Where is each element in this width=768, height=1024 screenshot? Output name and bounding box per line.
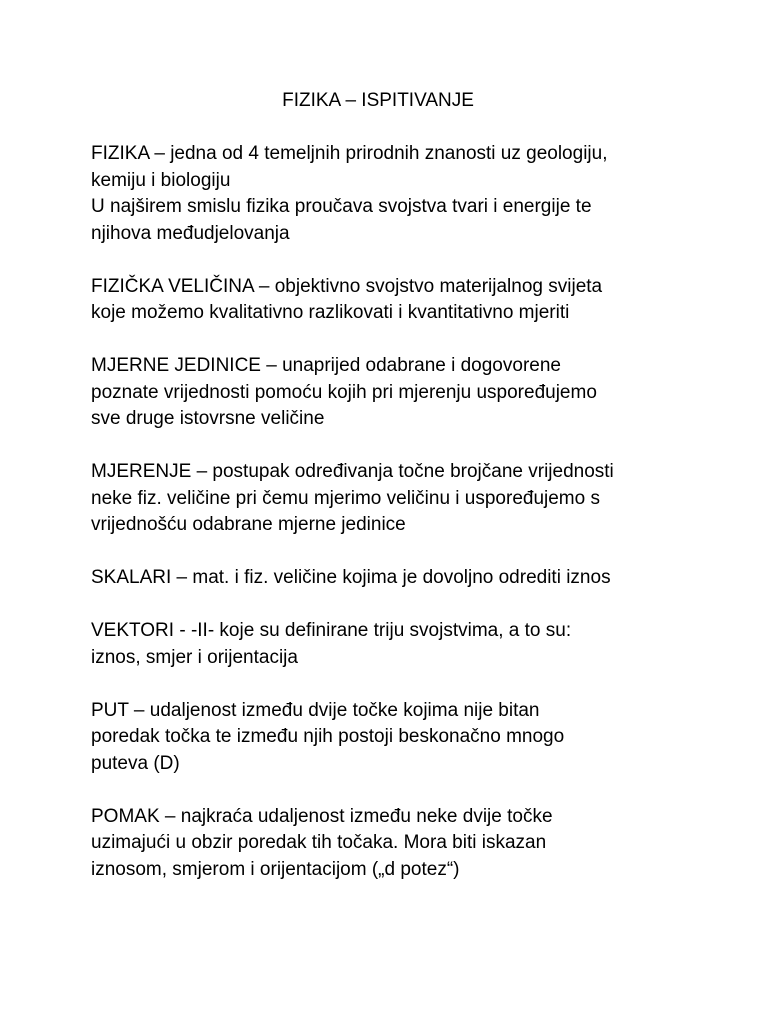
text-line: SKALARI – mat. i fiz. veličine kojima je dovoljno odrediti iznos — [91, 567, 611, 588]
document-body — [91, 141, 691, 910]
text-line: poredak točka te između njih postoji beskonačno mnogo — [91, 726, 565, 747]
text-line: iznos, smjer i orijentacija — [91, 646, 298, 668]
text-line: VEKTORI - -II- koje su definirane triju svojstvima, a to su: — [91, 620, 572, 641]
text-line: neke fiz. veličine pri čemu mjerimo veličinu i uspoređujemo s — [91, 487, 600, 509]
entry-put — [91, 698, 691, 778]
entry-skalari — [91, 565, 691, 592]
text-line: U najširem smislu fizika proučava svojstva tvari i energije te — [91, 196, 592, 217]
entry-fizicka-velicina — [91, 274, 691, 327]
text-line: FIZIČKA VELIČINA – objektivno svojstvo materijalnog svijeta — [91, 275, 603, 297]
text-line: kemiju i biologiju — [91, 169, 231, 191]
text-line: FIZIKA – jedna od 4 temeljnih prirodnih znanosti uz geologiju, — [91, 143, 608, 164]
document-title: FIZIKA – ISPITIVANJE — [282, 90, 474, 111]
text-line: PUT – udaljenost između dvije točke kojima nije bitan — [91, 699, 540, 721]
text-line: puteva (D) — [91, 752, 180, 774]
entry-mjerenje — [91, 459, 691, 539]
text-line: MJERENJE – postupak određivanja točne brojčane vrijednosti — [91, 461, 614, 482]
entry-vektori — [91, 618, 691, 671]
text-line: MJERNE JEDINICE – unaprijed odabrane i dogovorene — [91, 355, 561, 376]
text-line: POMAK – najkraća udaljenost između neke dvije točke — [91, 805, 553, 827]
entry-pomak — [91, 804, 691, 884]
text-line: njihova međudjelovanja — [91, 222, 290, 244]
text-line: vrijednošću odabrane mjerne jedinice — [91, 514, 406, 535]
text-line: iznosom, smjerom i orijentacijom („d potez“) — [91, 858, 460, 880]
text-line: sve druge istovrsne veličine — [91, 408, 325, 429]
entry-mjerne-jedinice — [91, 353, 691, 433]
text-line: uzimajući u obzir poredak tih točaka. Mora biti iskazan — [91, 832, 547, 853]
entry-fizika — [91, 141, 691, 247]
text-line: poznate vrijednosti pomoću kojih pri mjerenju uspoređujemo — [91, 381, 597, 403]
text-line: koje možemo kvalitativno razlikovati i kvantitativno mjeriti — [91, 302, 570, 323]
